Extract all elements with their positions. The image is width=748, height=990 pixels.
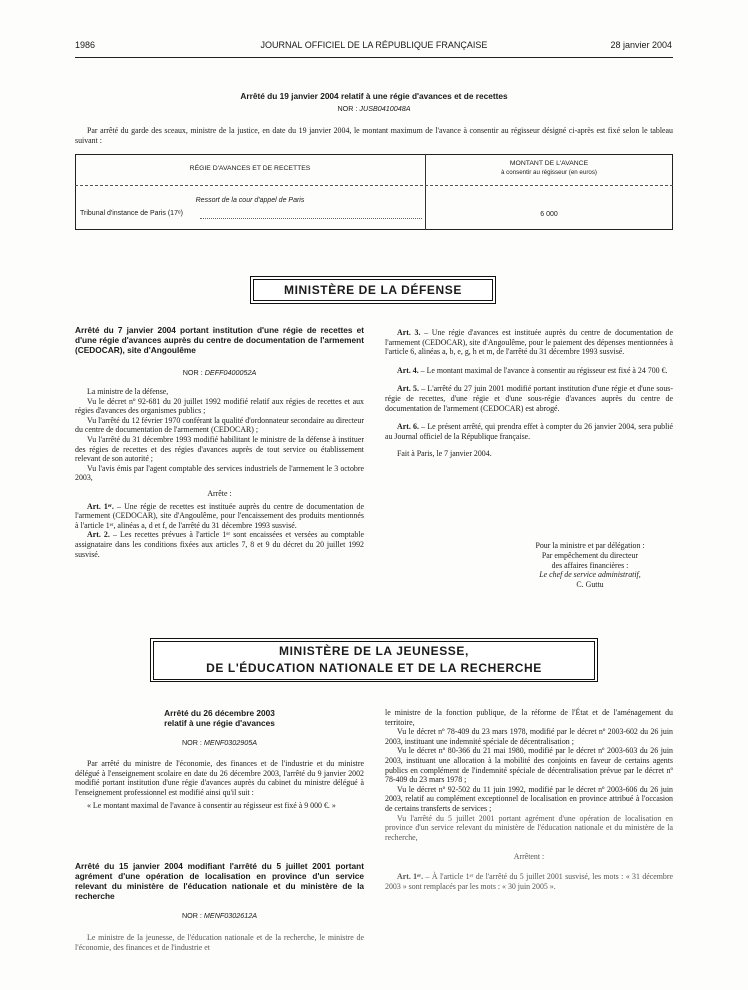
sig-line3: des affaires financières : [551,560,629,570]
table-col1-header: RÉGIE D'AVANCES ET DE RECETTES [189,165,311,172]
arrete4-nor: NOR : MENF0302612A [181,911,258,920]
arrete2-art2: Art. 2. – Les recettes prévues à l'article 1ᵉʳ sont encaissées et versées au comptable assignataire dans les conditions fixées aux articles 7, 8 et 9 du décret du 20 juillet 1992 susvisé. [75,530,364,559]
right-r3: Vu le décret nº 80-366 du 21 mai 1980, modifié par le décret nº 2003-603 du 26 juin 2003, instituant une allocation à la mobilité des conjoints en faveur de certains agents publics en complément de l'indemnité spéciale de décentralisation prévue par le décret nº 78-409 du 23 mars 1978 ; [385,746,673,785]
table-col2-subheader: à consentir au régisseur (en euros) [501,169,597,176]
right-arretent: Arrêtent : [513,852,545,862]
arrete2-arrete: Arrête : [207,488,232,498]
arrete2-art5: Art. 5. – L'arrêté du 27 juin 2001 modifié portant institution d'une régie et d'une sous-régie de recettes, d'une régie et d'une sous-régie d'avances auprès du centre de documentation de l'armement (CEDOCAR) est abrogé. [385,384,673,413]
regie-table [75,154,673,230]
table-leader [200,218,422,219]
arrete4-title: Arrêté du 15 janvier 2004 modifiant l'arrêté du 5 juillet 2001 portant agrément d'une opération de localisation en province d'un service relevant du ministère de l'éducation nationale et du ministère de la recherche [75,861,364,901]
arrete1-nor: NOR : JUSB0410048A [337,104,411,113]
arrete2-p5: Vu l'avis émis par l'agent comptable des services industriels de l'armement le 3 octobre 2003, [75,463,364,483]
table-col2-header: MONTANT DE L'AVANCE [509,160,589,167]
table-row-label: Tribunal d'instance de Paris (17ᵉ) [80,210,183,217]
sig-line4: Le chef de service administratif, [539,570,641,580]
arrete2-p3: Vu l'arrêté du 12 février 1970 conférant la qualité d'ordonnateur secondaire au directeur du centre de documentation de l'armement (CEDOCAR) ; [75,415,364,435]
arrete2-p4: Vu l'arrêté du 31 décembre 1993 modifié habilitant le ministre de la défense à instituer des régies de recettes et des régies d'avances auprès de tout service ou établissement relevant de son autorité ; [75,434,364,464]
right-r5: Vu l'arrêté du 5 juillet 2001 portant agrément d'une opération de localisation en province d'un service relevant du ministère de l'éducation nationale et du ministère de la recherche, [385,813,673,842]
ministere-defense-banner [250,276,496,304]
arrete2-art6: Art. 6. – Le présent arrêté, qui prendra effet à compter du 26 janvier 2004, sera publié au Journal officiel de la République française. [385,422,673,441]
sig-line2: Par empêchement du directeur [541,550,639,560]
arrete4-body-right [385,708,673,891]
ministere-jeunesse-line1: MINISTÈRE DE LA JEUNESSE, [279,644,469,658]
arrete2-body-left [75,387,364,559]
right-art1: Art. 1ᵉʳ. – À l'article 1ᵉʳ de l'arrêté du 5 juillet 2001 susvisé, les mots : « 31 décembre 2003 » sont remplacés par les mots : « 30 juin 2005 ». [385,871,673,891]
arrete3-nor: NOR : MENF0302905A [181,738,258,747]
ministere-jeunesse-line2: DE L'ÉDUCATION NATIONALE ET DE LA RECHERCHE [206,661,542,675]
arrete2-art1: Art. 1ᵉʳ. – Une régie de recettes est instituée auprès du centre de documentation de l'armement (CEDOCAR), site d'Angoulême, pour l'encaissement des produits mentionnés à l'article 1ᵉʳ, alinéas a, d et f, de l'arrêté du 31 décembre 1993 susvisé. [75,501,364,530]
arrete2-body-right [385,328,673,459]
arrete2-title: Arrêté du 7 janvier 2004 portant institution d'une régie de recettes et d'une régie d'avances auprès du centre de documentation de l'armement (CEDOCAR), site d'Angoulême [75,325,364,355]
sig-name: C. Guttu [576,580,604,590]
arrete3-body [75,759,364,811]
table-row-value: 6 000 [540,211,558,218]
arrete4-body: Le ministre de la jeunesse, de l'éducation nationale et de la recherche, le ministre de l'économie, des finances et de l'industrie et [75,933,364,952]
arrete3-text: Par arrêté du ministre de l'économie, des finances et de l'industrie et du ministre délégué à l'enseignement scolaire en date du 26 décembre 2003, l'arrêté du 9 janvier 2002 modifié portant institution d'une régie d'avances auprès du cabinet du ministre délégué à l'enseignement professionnel est modifié ainsi qu'il suit : [75,759,364,797]
ministere-jeunesse-banner [150,638,598,682]
arrete2-signature [490,541,690,590]
arrete3-title: Arrêté du 26 décembre 2003 relatif à une régie d'avances [164,708,275,728]
arrete2-art3: Art. 3. – Une régie d'avances est instituée auprès du centre de documentation de l'armement (CEDOCAR), site d'Angoulême, pour le paiement des dépenses mentionnées à l'article 6, alinéas a, b, e, g, h et m, de l'arrêté du 31 décembre 1993 susvisé. [385,328,673,357]
ministere-defense-title: MINISTÈRE DE LA DÉFENSE [253,279,493,301]
arrete2-p1: La ministre de la défense, [87,387,169,396]
right-r4: Vu le décret nº 92-502 du 11 juin 1992, modifié par le décret nº 2003-606 du 26 juin 2003, relatif au complément exceptionnel de localisation en province attribué à l'occasion de certains transferts de services ; [385,784,673,813]
arrete3-quote: « Le montant maximal de l'avance à consentir au régisseur est fixé à 9 000 €. » [87,801,336,811]
arrete1-intro: Par arrêté du garde des sceaux, ministre de la justice, en date du 19 janvier 2004, le montant maximum de l'avance à consentir au régisseur désigné ci-après est fixé selon le tableau suivant : [75,126,673,145]
right-r1: le ministre de la fonction publique, de la réforme de l'État et de l'aménagement du territoire, [385,708,673,727]
arrete2-p2: Vu le décret nº 92-681 du 20 juillet 1992 modifié relatif aux régies de recettes et aux régies d'avances des organismes publics ; [75,396,364,416]
table-section: Ressort de la cour d'appel de Paris [195,197,305,204]
page-number: 1986 [75,40,96,50]
header-date: 28 janvier 2004 [610,40,672,50]
arrete2-fait: Fait à Paris, le 7 janvier 2004. [397,449,492,459]
journal-title: JOURNAL OFFICIEL DE LA RÉPUBLIQUE FRANÇAISE [260,40,488,50]
arrete1-title: Arrêté du 19 janvier 2004 relatif à une régie d'avances et de recettes [240,91,508,101]
right-r2: Vu le décret nº 78-409 du 23 mars 1978, modifié par le décret nº 2003-602 du 26 juin 2003, instituant une indemnité spéciale de décentralisation ; [385,727,673,746]
header-rule [75,57,673,58]
sig-line1: Pour la ministre et par délégation : [535,541,645,550]
arrete2-art4: Art. 4. – Le montant maximal de l'avance à consentir au régisseur est fixé à 24 700 €. [397,365,668,375]
arrete2-nor: NOR : DEFF0400052A [182,368,257,377]
